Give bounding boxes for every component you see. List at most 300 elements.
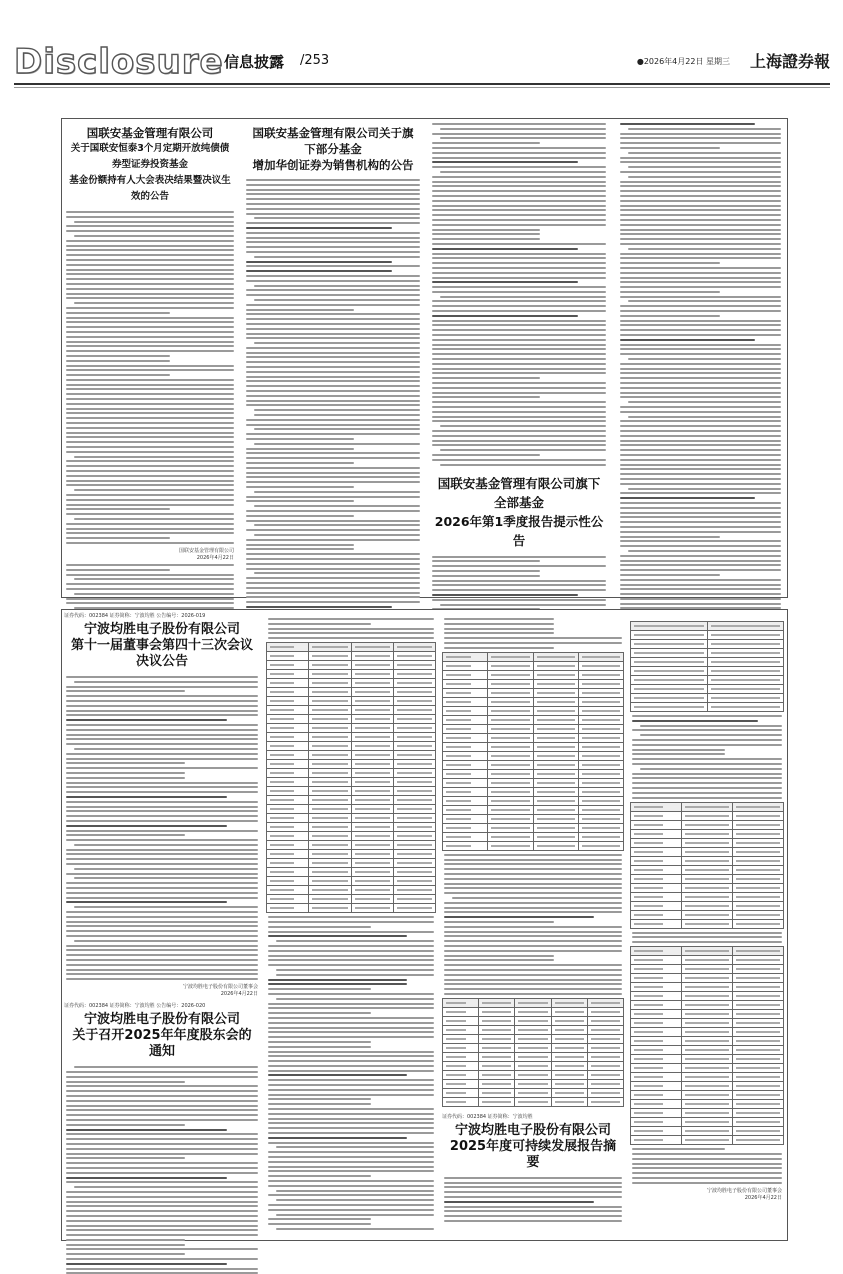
fine-print-line xyxy=(66,758,258,760)
fine-print-line xyxy=(66,897,258,899)
fine-print-line xyxy=(66,345,234,347)
fine-print-line xyxy=(628,401,781,403)
fine-print-line xyxy=(268,1017,434,1019)
cell-text-line xyxy=(634,1094,663,1096)
table-row xyxy=(631,947,784,956)
table-cell xyxy=(682,947,733,956)
fine-print-line xyxy=(66,1181,258,1183)
cell-text-line xyxy=(518,1038,547,1040)
fine-print-line xyxy=(66,417,234,419)
fine-print-line xyxy=(632,1148,725,1150)
fine-print-line xyxy=(628,488,781,490)
fine-print-line xyxy=(66,427,234,429)
fine-print-line xyxy=(432,454,540,456)
table-cell xyxy=(267,859,309,868)
table-cell xyxy=(733,847,784,856)
fine-print-line xyxy=(268,1003,434,1005)
table-cell xyxy=(267,733,309,742)
table-row xyxy=(267,643,436,652)
fine-print-line xyxy=(432,205,606,207)
fine-print-line xyxy=(276,1199,434,1201)
fine-print-line xyxy=(254,256,420,258)
table-cell xyxy=(479,1025,515,1034)
table-cell xyxy=(631,1001,682,1010)
fine-print-line xyxy=(620,473,781,475)
cell-text-line xyxy=(355,907,390,909)
table-cell xyxy=(309,787,351,796)
fine-print-line xyxy=(66,1090,258,1092)
fine-print-line xyxy=(246,309,354,311)
table-cell xyxy=(631,919,682,928)
fine-print-line xyxy=(620,262,720,264)
fine-print-line xyxy=(432,238,540,240)
cell-text-line xyxy=(736,878,780,880)
cell-text-line xyxy=(711,625,781,627)
cell-text-line xyxy=(397,862,432,864)
fine-print-line xyxy=(440,449,606,451)
fine-print-line xyxy=(66,484,234,486)
fine-print-line xyxy=(66,465,234,467)
fine-print-line xyxy=(66,1201,258,1203)
table-cell xyxy=(533,724,578,733)
table-cell xyxy=(515,1061,551,1070)
table-cell xyxy=(443,742,488,751)
cell-text-line xyxy=(582,710,620,712)
cell-text-line xyxy=(736,860,780,862)
fine-print-line xyxy=(620,406,781,408)
fine-print-line xyxy=(66,935,258,937)
fine-print-line xyxy=(444,854,622,856)
cell-text-line xyxy=(397,736,432,738)
table-row xyxy=(443,778,624,787)
notice-column-1 xyxy=(64,119,236,595)
cell-text-line xyxy=(312,853,347,855)
table-row xyxy=(631,685,784,694)
cell-text-line xyxy=(634,923,663,925)
cell-text-line xyxy=(446,1092,466,1094)
cell-text-line xyxy=(555,1065,584,1067)
table-cell xyxy=(682,1118,733,1127)
table-cell xyxy=(267,688,309,697)
table-cell xyxy=(682,956,733,965)
table-row xyxy=(267,706,436,715)
fine-print-line xyxy=(276,940,434,942)
fine-print-line xyxy=(66,1220,258,1222)
table-cell xyxy=(733,802,784,811)
table-cell xyxy=(267,787,309,796)
table-cell xyxy=(267,679,309,688)
table-row xyxy=(267,850,436,859)
fine-print-line xyxy=(66,564,234,566)
cell-text-line xyxy=(582,773,620,775)
cell-text-line xyxy=(634,679,704,681)
fine-print-line xyxy=(432,599,606,601)
cell-text-line xyxy=(537,764,575,766)
cell-text-line xyxy=(397,907,432,909)
fine-print-line xyxy=(440,137,606,139)
fine-print-line xyxy=(432,267,606,269)
cell-text-line xyxy=(482,1029,511,1031)
table-cell xyxy=(309,670,351,679)
fine-print-line xyxy=(66,887,258,889)
table-cell xyxy=(309,742,351,751)
cell-text-line xyxy=(634,1112,663,1114)
table-row xyxy=(631,676,784,685)
cell-text-line xyxy=(397,709,432,711)
table-cell xyxy=(488,796,533,805)
table-row xyxy=(267,868,436,877)
table-cell xyxy=(682,1091,733,1100)
table-cell xyxy=(631,1109,682,1118)
fine-print-line xyxy=(620,449,781,451)
cell-text-line xyxy=(518,1065,547,1067)
table-cell xyxy=(551,1052,587,1061)
table-cell xyxy=(351,805,393,814)
fine-print-line xyxy=(620,348,781,350)
fine-print-line xyxy=(246,179,420,181)
fine-print-line xyxy=(268,1209,434,1211)
fine-print-line xyxy=(66,1105,258,1107)
fine-print-line xyxy=(66,369,234,371)
fine-print-line xyxy=(268,1122,434,1124)
fine-print-line xyxy=(620,531,781,533)
table-row xyxy=(443,1052,624,1061)
top-notice-panel xyxy=(61,118,788,598)
table-cell xyxy=(631,1073,682,1082)
fine-print-line xyxy=(440,604,606,606)
table-cell xyxy=(631,901,682,910)
table-cell xyxy=(309,805,351,814)
fine-print-line xyxy=(444,642,622,644)
cell-text-line xyxy=(634,1049,663,1051)
fine-print-line xyxy=(66,978,258,980)
table-cell xyxy=(733,1100,784,1109)
cell-text-line xyxy=(397,808,432,810)
cell-text-line xyxy=(446,1074,466,1076)
table-row xyxy=(631,919,784,928)
table-cell xyxy=(631,910,682,919)
cell-text-line xyxy=(537,719,575,721)
cell-text-line xyxy=(685,851,729,853)
fine-print-line xyxy=(620,205,781,207)
cell-text-line xyxy=(355,844,390,846)
fine-print-line xyxy=(66,513,234,515)
table-cell xyxy=(488,724,533,733)
fine-print-line xyxy=(66,446,234,448)
fine-print-line xyxy=(246,587,420,589)
cell-text-line xyxy=(711,679,781,681)
joyson-column-1 xyxy=(64,612,260,1238)
fine-print-line xyxy=(620,324,781,326)
fine-print-line xyxy=(444,907,622,909)
cell-text-line xyxy=(736,923,780,925)
cell-text-line xyxy=(491,719,529,721)
cell-text-line xyxy=(518,1101,547,1103)
cell-text-line xyxy=(270,754,294,756)
table-cell xyxy=(533,823,578,832)
cell-text-line xyxy=(582,764,620,766)
fine-print-line xyxy=(432,411,606,413)
cell-text-line xyxy=(591,1065,620,1067)
table-cell xyxy=(393,679,435,688)
table-cell xyxy=(267,886,309,895)
notice-6-body xyxy=(442,1177,624,1222)
table-cell xyxy=(351,787,393,796)
table-cell xyxy=(393,742,435,751)
fine-print-line xyxy=(74,844,258,846)
fine-print-line xyxy=(432,281,578,283)
fine-print-line xyxy=(246,189,420,191)
table-cell xyxy=(707,685,784,694)
cell-text-line xyxy=(312,907,347,909)
fine-print-line xyxy=(632,729,782,731)
cell-text-line xyxy=(270,799,294,801)
fine-print-line xyxy=(432,185,606,187)
notice-5-body-2 xyxy=(266,618,436,639)
notice-5-body-3 xyxy=(266,916,436,1230)
table-cell xyxy=(578,715,623,724)
table-row xyxy=(631,865,784,874)
cell-text-line xyxy=(446,683,471,685)
cell-text-line xyxy=(736,887,780,889)
fine-print-line xyxy=(432,157,606,159)
cell-text-line xyxy=(270,889,294,891)
table-cell xyxy=(707,649,784,658)
cell-text-line xyxy=(736,1139,780,1141)
cell-text-line xyxy=(312,799,347,801)
cell-text-line xyxy=(355,772,390,774)
table-row xyxy=(267,661,436,670)
table-row xyxy=(631,703,784,712)
table-cell xyxy=(443,832,488,841)
fine-print-line xyxy=(444,647,554,649)
table-cell xyxy=(488,688,533,697)
cell-text-line xyxy=(555,1083,584,1085)
fine-print-line xyxy=(432,233,540,235)
table-cell xyxy=(479,1007,515,1016)
fine-print-line xyxy=(66,901,227,903)
table-cell xyxy=(533,778,578,787)
joyson-column-4 xyxy=(630,618,784,1236)
table-row xyxy=(631,622,784,631)
table-row xyxy=(267,733,436,742)
fine-print-line xyxy=(268,1156,434,1158)
table-cell xyxy=(551,1097,587,1106)
cell-text-line xyxy=(582,746,620,748)
cell-text-line xyxy=(446,1011,466,1013)
table-row xyxy=(443,688,624,697)
fine-print-line xyxy=(268,955,434,957)
table-cell xyxy=(631,965,682,974)
fine-print-line xyxy=(74,940,258,942)
fine-print-line xyxy=(66,1268,258,1270)
cell-text-line xyxy=(634,652,704,654)
title-line: 2026年第1季度报告提示性公告 xyxy=(434,513,604,548)
table-cell xyxy=(733,1073,784,1082)
fine-print-line xyxy=(246,510,420,512)
fine-print-line xyxy=(632,1177,782,1179)
table-cell xyxy=(443,1088,479,1097)
cell-text-line xyxy=(397,880,432,882)
cell-text-line xyxy=(491,746,529,748)
table-cell xyxy=(351,715,393,724)
fine-print-line xyxy=(444,979,622,981)
fine-print-line xyxy=(66,1167,258,1169)
cell-text-line xyxy=(537,701,575,703)
table-row xyxy=(443,1025,624,1034)
table-cell xyxy=(707,694,784,703)
fine-print-line xyxy=(66,1258,258,1260)
table-cell xyxy=(309,688,351,697)
fine-print-line xyxy=(620,593,781,595)
table-cell xyxy=(267,877,309,886)
cell-text-line xyxy=(270,664,294,666)
fine-print-line xyxy=(444,935,622,937)
fine-print-line xyxy=(444,618,554,620)
table-cell xyxy=(351,832,393,841)
table-cell xyxy=(351,733,393,742)
fine-print-line xyxy=(74,748,258,750)
fine-print-line xyxy=(66,225,234,227)
table-cell xyxy=(488,697,533,706)
table-row xyxy=(443,998,624,1007)
fine-print-line xyxy=(620,171,781,173)
table-cell xyxy=(631,1028,682,1037)
fine-print-line xyxy=(432,133,606,135)
table-cell xyxy=(351,895,393,904)
cell-text-line xyxy=(555,1047,584,1049)
table-cell xyxy=(443,787,488,796)
table-row xyxy=(443,652,624,661)
table-cell xyxy=(682,820,733,829)
fine-print-line xyxy=(268,1089,434,1091)
table-cell xyxy=(443,751,488,760)
title-line: 关于召开2025年年度股东会的通知 xyxy=(72,1028,252,1060)
fine-print-line xyxy=(66,969,258,971)
fine-print-line xyxy=(246,433,420,435)
cell-text-line xyxy=(736,1103,780,1105)
cell-text-line xyxy=(634,815,663,817)
table-cell xyxy=(682,892,733,901)
fine-print-line xyxy=(632,932,782,934)
fine-print-line xyxy=(66,710,258,712)
table-cell xyxy=(267,805,309,814)
fine-print-line xyxy=(246,304,420,306)
table-cell xyxy=(443,1016,479,1025)
cell-text-line xyxy=(736,1058,780,1060)
fine-print-line xyxy=(432,420,606,422)
fine-print-line xyxy=(246,337,420,339)
table-cell xyxy=(631,667,708,676)
fine-print-line xyxy=(620,123,755,125)
cell-text-line xyxy=(685,959,729,961)
table-cell xyxy=(488,706,533,715)
fine-print-line xyxy=(444,628,554,630)
table-cell xyxy=(707,658,784,667)
cell-text-line xyxy=(685,968,729,970)
notice-6-code: 证券代码：002384 证券简称：宁波均胜 xyxy=(442,1113,533,1120)
table-cell xyxy=(682,965,733,974)
notice-4-body xyxy=(64,676,260,980)
table-cell xyxy=(443,796,488,805)
table-cell xyxy=(578,796,623,805)
fine-print-line xyxy=(66,930,258,932)
fine-print-line xyxy=(66,806,258,808)
fine-print-line xyxy=(444,921,554,923)
table-cell xyxy=(733,892,784,901)
table-cell xyxy=(682,901,733,910)
cell-text-line xyxy=(736,869,780,871)
fine-print-line xyxy=(440,128,606,130)
title-line: 关于国联安恒泰3个月定期开放纯债债券型证券投资基金 xyxy=(70,143,230,170)
table-cell xyxy=(733,874,784,883)
table-cell xyxy=(393,877,435,886)
fine-print-line xyxy=(620,440,781,442)
fine-print-line xyxy=(66,1162,258,1164)
cell-text-line xyxy=(537,782,575,784)
cell-text-line xyxy=(685,815,729,817)
table-cell xyxy=(733,974,784,983)
fine-print-line xyxy=(444,902,622,904)
cell-text-line xyxy=(537,755,575,757)
fine-print-line xyxy=(640,768,782,770)
fine-print-line xyxy=(66,355,170,357)
notice-6-body-3 xyxy=(630,932,784,944)
table-cell xyxy=(443,805,488,814)
table-cell xyxy=(267,832,309,841)
fine-print-line xyxy=(66,588,234,590)
cell-text-line xyxy=(270,718,294,720)
fine-print-line xyxy=(620,464,781,466)
table-cell xyxy=(533,751,578,760)
table-row xyxy=(443,1070,624,1079)
cell-text-line xyxy=(634,1040,663,1042)
fine-print-line xyxy=(246,476,420,478)
table-cell xyxy=(443,661,488,670)
table-row xyxy=(631,956,784,965)
table-cell xyxy=(733,1136,784,1145)
fine-print-line xyxy=(246,323,420,325)
fine-print-line xyxy=(66,350,234,352)
table-cell xyxy=(551,1079,587,1088)
table-cell xyxy=(533,805,578,814)
table-cell xyxy=(488,778,533,787)
cell-text-line xyxy=(736,1049,780,1051)
cell-text-line xyxy=(634,986,663,988)
fine-print-line xyxy=(432,219,606,221)
fine-print-line xyxy=(268,931,434,933)
fine-print-line xyxy=(432,339,606,341)
table-cell xyxy=(351,868,393,877)
cell-text-line xyxy=(736,842,780,844)
cell-text-line xyxy=(736,1067,780,1069)
table-cell xyxy=(733,1037,784,1046)
fine-print-line xyxy=(620,560,781,562)
table-cell xyxy=(587,1061,623,1070)
fine-print-line xyxy=(628,248,781,250)
table-cell xyxy=(551,1061,587,1070)
fine-print-line xyxy=(620,497,755,499)
cell-text-line xyxy=(634,1013,663,1015)
table-cell xyxy=(393,823,435,832)
notice-6-title xyxy=(446,1123,620,1171)
cell-text-line xyxy=(355,727,390,729)
fine-print-line xyxy=(246,592,420,594)
fine-print-line xyxy=(246,313,420,315)
fine-print-line xyxy=(620,224,781,226)
fine-print-line xyxy=(66,583,234,585)
cell-text-line xyxy=(397,799,432,801)
